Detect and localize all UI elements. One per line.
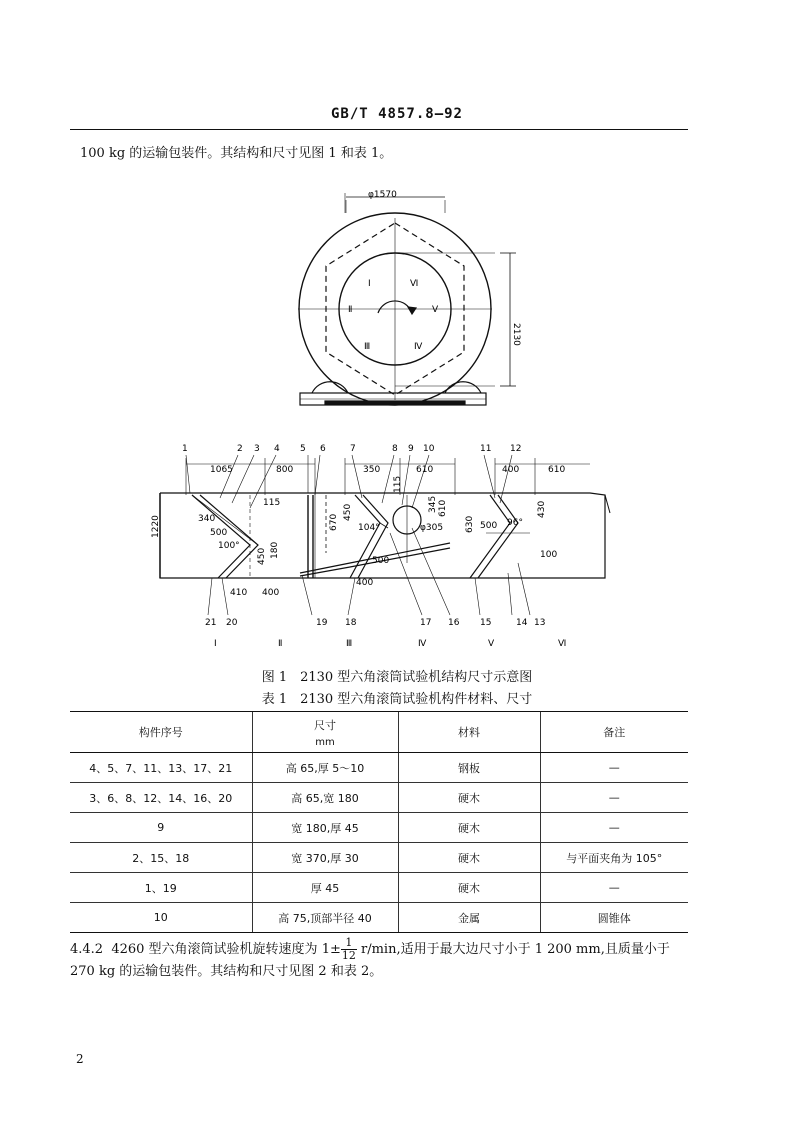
cell-remarks: — [540, 873, 688, 903]
part-number: 2 [237, 444, 243, 454]
header-size-unit: mm [315, 736, 335, 748]
dimension: 1065 [210, 465, 233, 475]
section-label: Ⅳ [418, 639, 427, 649]
header-remarks: 备注 [540, 712, 688, 753]
dimension: 450 [343, 503, 353, 521]
header-part-no: 构件序号 [70, 712, 252, 753]
cell-size: 宽 370,厚 30 [252, 843, 398, 873]
components-table [70, 711, 688, 933]
part-number: 10 [423, 444, 435, 454]
section-4-4-2 [70, 937, 694, 982]
dimension: 430 [537, 500, 547, 518]
dimension: 96° [507, 518, 523, 528]
roman-label: Ⅴ [432, 305, 439, 315]
part-number: 11 [480, 444, 492, 454]
dimension: 800 [276, 465, 294, 475]
cell-remarks: 与平面夹角为 105° [540, 843, 688, 873]
part-number: 20 [226, 618, 238, 628]
cell-size: 厚 45 [252, 873, 398, 903]
dimension: 610 [548, 465, 566, 475]
cell-part-no: 2、15、18 [70, 843, 252, 873]
dimension: 670 [329, 513, 339, 531]
part-number: 18 [345, 618, 357, 628]
part-number: 17 [420, 618, 432, 628]
dimension: 630 [465, 515, 475, 533]
cell-part-no: 10 [70, 903, 252, 933]
part-number: 8 [392, 444, 398, 454]
dimension: 100° [218, 541, 240, 551]
dimension: 500 [480, 521, 498, 531]
part-number: 12 [510, 444, 522, 454]
part-number: 6 [320, 444, 326, 454]
roman-label: Ⅲ [364, 342, 371, 352]
cell-size: 宽 180,厚 45 [252, 813, 398, 843]
dimension: 500 [372, 556, 390, 566]
dimension: 1220 [151, 515, 161, 538]
part-number: 1 [182, 444, 188, 454]
cell-remarks: — [540, 813, 688, 843]
figure-caption: 图 1 2130 型六角滚筒试验机结构尺寸示意图 [261, 670, 533, 685]
part-number: 21 [205, 618, 217, 628]
cell-size: 高 65,厚 5～10 [252, 753, 398, 783]
fraction-denominator: 12 [341, 949, 356, 962]
dimension: 340 [198, 514, 216, 524]
part-number: 19 [316, 618, 328, 628]
table-row [70, 813, 688, 843]
dimension: 500 [210, 528, 228, 538]
header-rule [70, 129, 688, 130]
cell-part-no: 3、6、8、12、14、16、20 [70, 783, 252, 813]
header-size [252, 712, 398, 753]
section-label: Ⅱ [278, 639, 283, 649]
dimension: 400 [502, 465, 520, 475]
fraction [341, 937, 357, 962]
dimension: 180 [270, 541, 280, 559]
header-material: 材料 [398, 712, 540, 753]
part-number: 14 [516, 618, 528, 628]
height-label: 2130 [511, 323, 521, 346]
dimension: 350 [363, 465, 381, 475]
cell-material: 硬木 [398, 873, 540, 903]
dimension: 104° [358, 523, 380, 533]
cell-material: 硬木 [398, 783, 540, 813]
intro-paragraph: 100 kg 的运输包装件。其结构和尺寸见图 1 和表 1。 [80, 146, 393, 161]
dia-label: φ1570 [368, 190, 397, 200]
figure-1-diagram [150, 183, 620, 658]
roman-label: Ⅳ [414, 342, 423, 352]
cell-remarks: 圆锥体 [540, 903, 688, 933]
dimension: 100 [540, 550, 558, 560]
dimension: 345 [428, 495, 438, 513]
cell-size: 高 65,宽 180 [252, 783, 398, 813]
part-number: 3 [254, 444, 260, 454]
part-number: 15 [480, 618, 492, 628]
table-header-row [70, 712, 688, 753]
page-number: 2 [76, 1052, 84, 1066]
section-label: Ⅴ [488, 639, 495, 649]
cell-part-no: 9 [70, 813, 252, 843]
dimension: 450 [257, 547, 267, 565]
table-row [70, 753, 688, 783]
standard-code: GB/T 4857.8—92 [330, 106, 463, 122]
section-label: Ⅰ [214, 639, 217, 649]
part-number: 7 [350, 444, 356, 454]
cell-material: 金属 [398, 903, 540, 933]
part-number: 16 [448, 618, 460, 628]
cell-remarks: — [540, 753, 688, 783]
cell-size: 高 75,顶部半径 40 [252, 903, 398, 933]
dimension: 400 [356, 578, 374, 588]
dimension: 400 [262, 588, 280, 598]
part-number: 9 [408, 444, 414, 454]
fraction-numerator: 1 [341, 937, 357, 950]
section-text-b: r/min,适用于最大边尺寸小于 1 200 mm,且质量小于 270 kg 的运输包装件。其结构和尺寸见图 2 和表 2。 [70, 942, 670, 979]
table-row [70, 843, 688, 873]
roman-label: Ⅱ [348, 305, 353, 315]
section-label: Ⅵ [558, 639, 567, 649]
table-caption: 表 1 2130 型六角滚筒试验机构件材料、尺寸 [261, 692, 533, 707]
part-number: 13 [534, 618, 546, 628]
cell-material: 硬木 [398, 813, 540, 843]
dimension: 610 [438, 499, 448, 517]
cell-part-no: 1、19 [70, 873, 252, 903]
section-label: Ⅲ [346, 639, 353, 649]
top-view-drum [298, 193, 516, 405]
cell-material: 钢板 [398, 753, 540, 783]
table-row [70, 873, 688, 903]
dimension: 115 [393, 475, 403, 493]
roman-label: Ⅵ [410, 279, 419, 289]
header-size-label: 尺寸 [314, 718, 336, 732]
dimension: φ305 [420, 523, 444, 533]
cell-remarks: — [540, 783, 688, 813]
table-row [70, 903, 688, 933]
roman-label: Ⅰ [368, 279, 371, 289]
cell-material: 硬木 [398, 843, 540, 873]
dimension: 115 [263, 498, 281, 508]
cell-part-no: 4、5、7、11、13、17、21 [70, 753, 252, 783]
dimension: 610 [416, 465, 434, 475]
dimension: 410 [230, 588, 248, 598]
section-text-a: 4260 型六角滚筒试验机旋转速度为 1± [111, 942, 341, 957]
part-number: 5 [300, 444, 306, 454]
section-number: 4.4.2 [70, 942, 104, 957]
part-number: 4 [274, 444, 280, 454]
table-row [70, 783, 688, 813]
